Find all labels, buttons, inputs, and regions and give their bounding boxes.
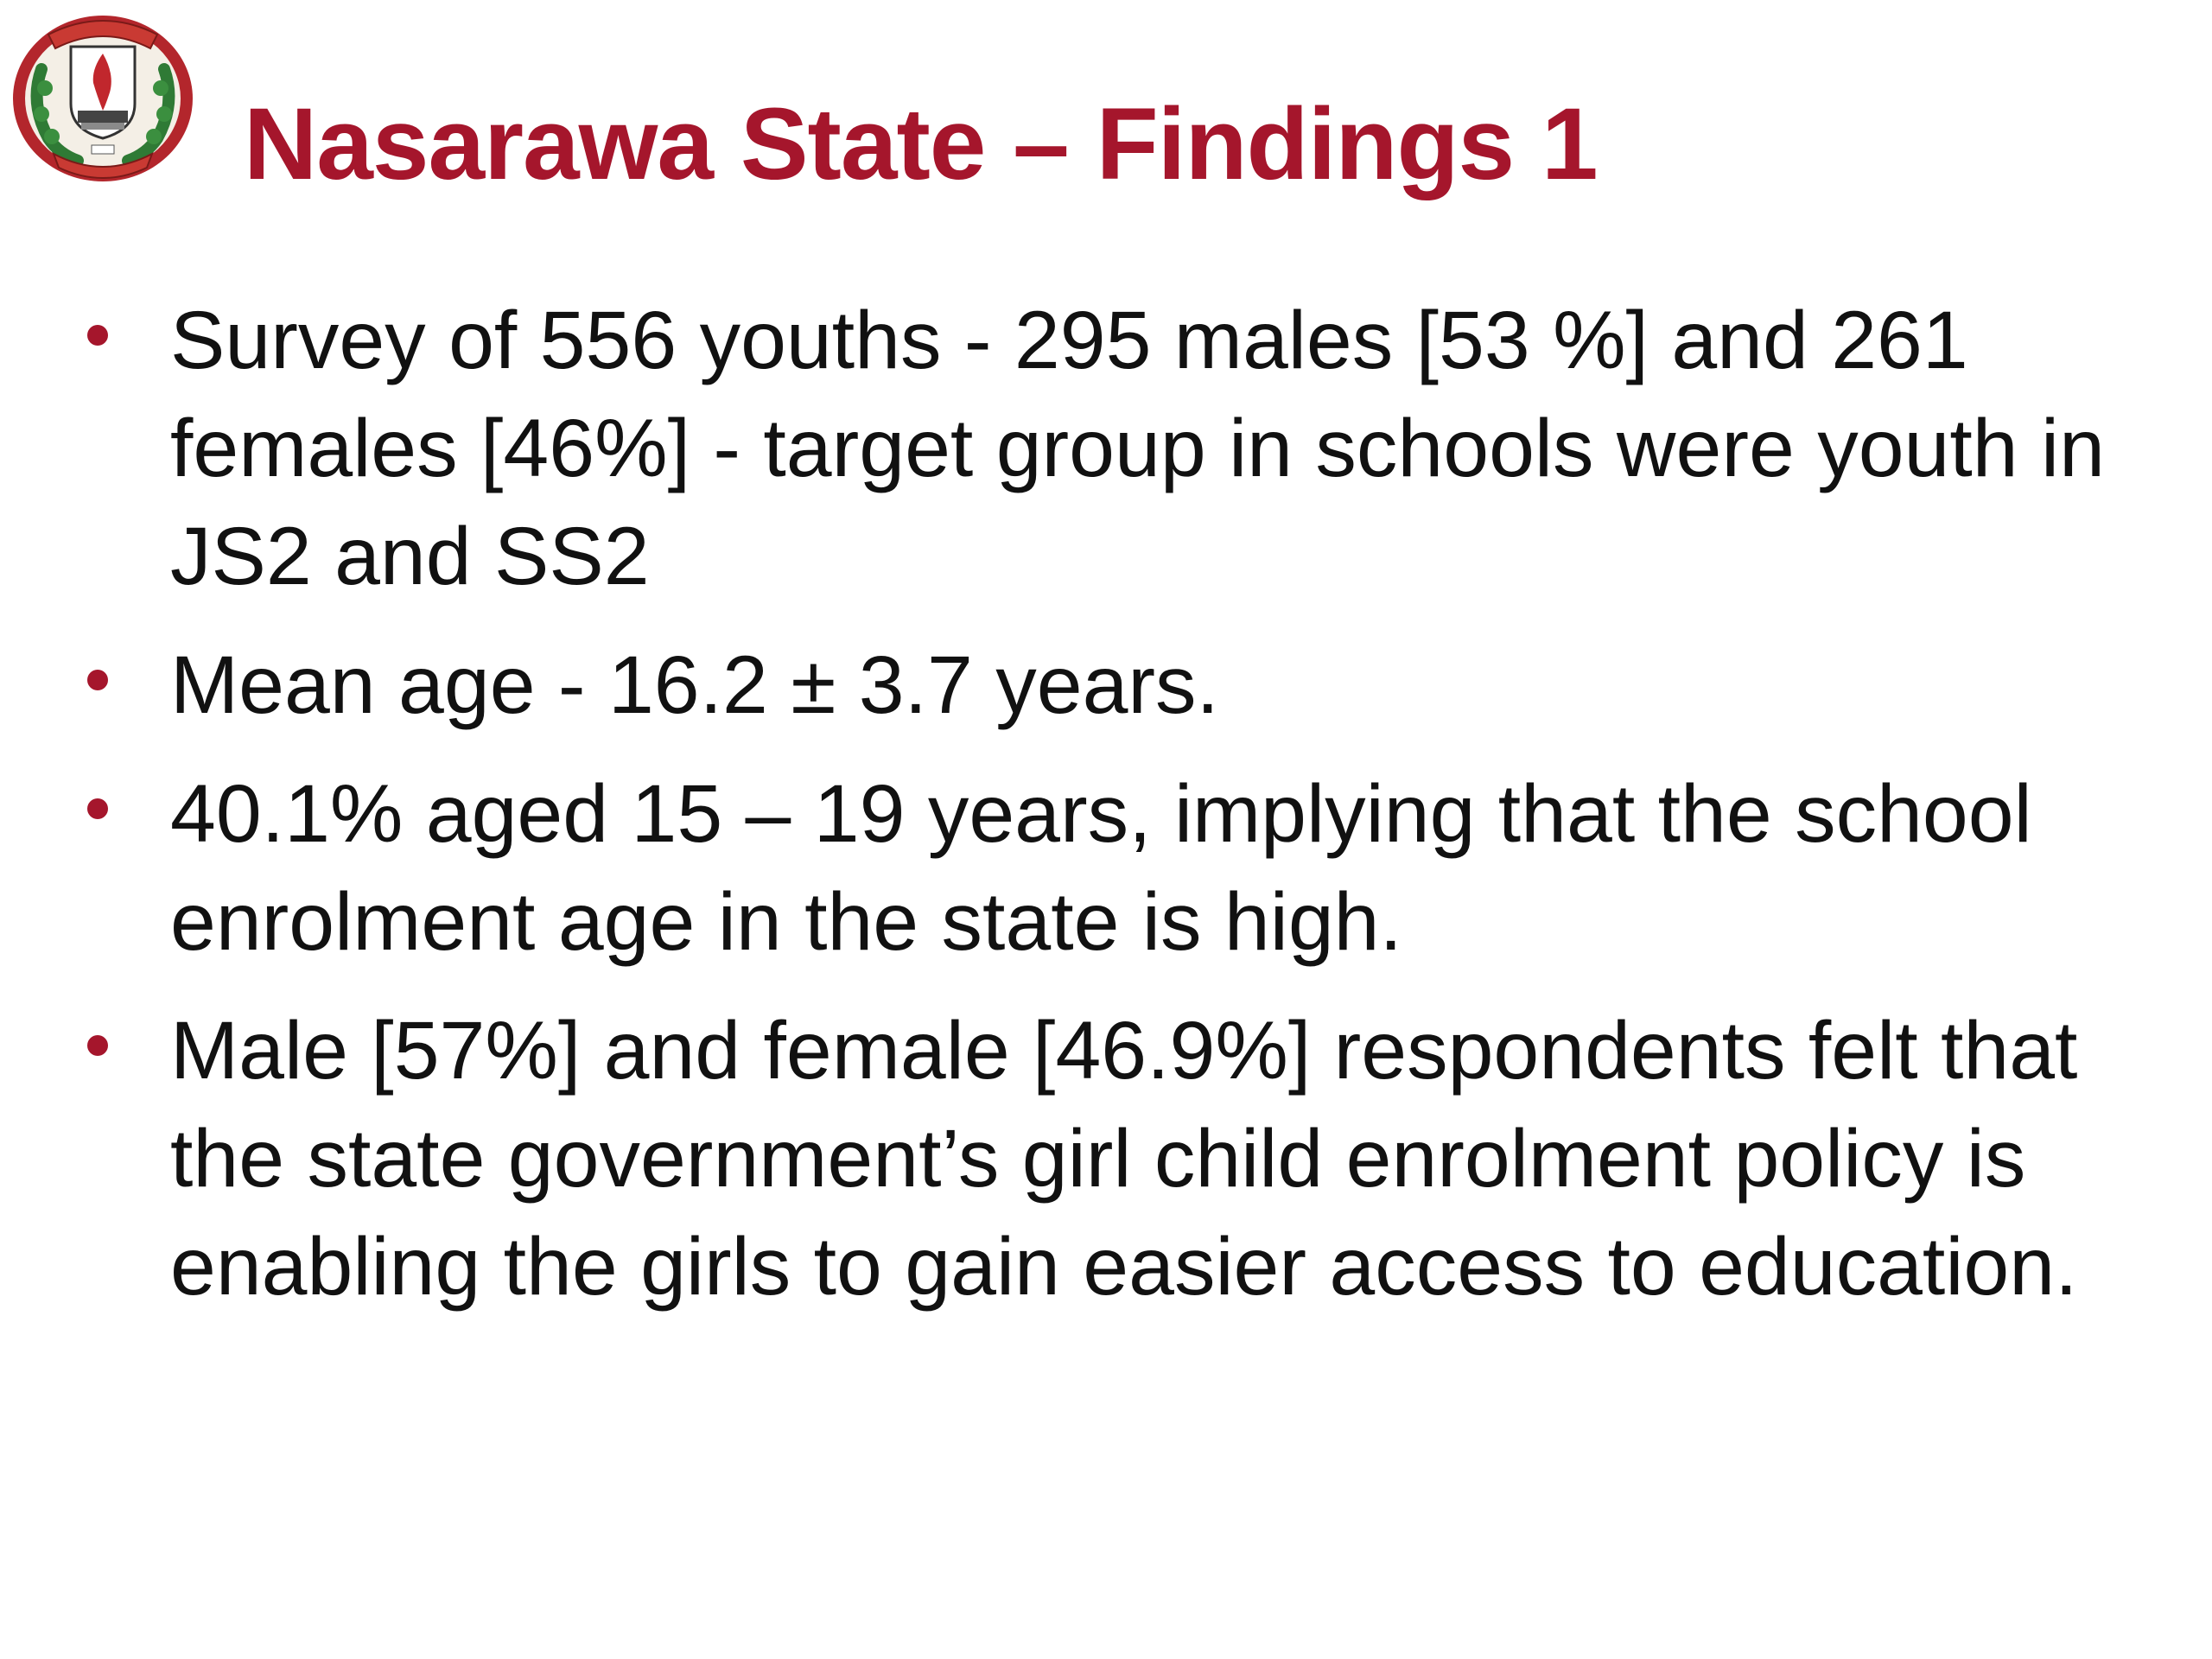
list-item bbox=[82, 760, 2139, 976]
list-item bbox=[82, 287, 2139, 611]
bullet-list bbox=[82, 287, 2139, 1342]
bullet-icon bbox=[87, 325, 108, 346]
list-item bbox=[82, 632, 2139, 740]
bullet-text: Male [57%] and female [46.9%] respondents felt that the state government’s girl child enrolment policy is enabling the girls to gain easier access to education. bbox=[170, 1005, 2078, 1313]
bullet-text: 40.1% aged 15 – 19 years, implying that the school enrolment age in the state is high. bbox=[170, 768, 2032, 968]
bullet-icon bbox=[87, 670, 108, 690]
bullet-icon bbox=[87, 798, 108, 819]
bullet-text: Mean age - 16.2 ± 3.7 years. bbox=[170, 639, 1219, 731]
list-item bbox=[82, 997, 2139, 1321]
slide-title: Nasarawa State – Findings 1 bbox=[244, 87, 1598, 201]
university-crest-icon bbox=[7, 9, 199, 186]
bullet-text: Survey of 556 youths - 295 males [53 %] and 261 females [46%] - target group in schools were youth in JS2 and SS2 bbox=[170, 295, 2105, 602]
bullet-icon bbox=[87, 1035, 108, 1056]
